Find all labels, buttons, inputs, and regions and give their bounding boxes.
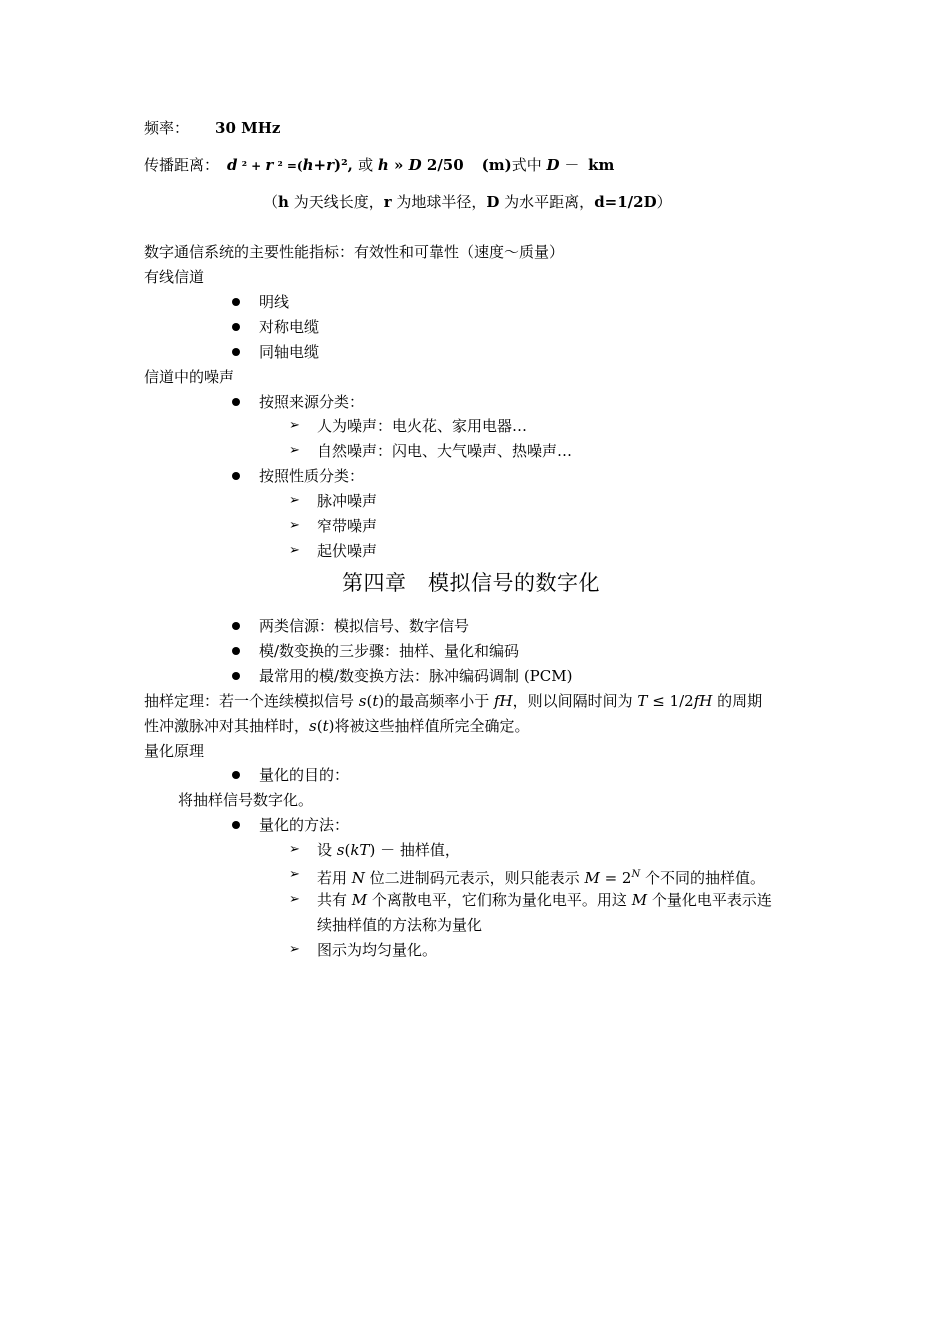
chapter-title: 第四章 模拟信号的数字化 [342, 571, 600, 595]
text: = 2 [599, 869, 632, 887]
wired-channel-heading: 有线信道 [144, 268, 205, 286]
text: ) － 抽样值， [369, 841, 460, 859]
text: 共有 [317, 891, 352, 909]
var: N [351, 869, 365, 887]
metrics-line: 数字通信系统的主要性能指标：有效性和可靠性（速度～质量） [144, 243, 565, 261]
var: T [637, 692, 648, 710]
text: （ [263, 193, 279, 211]
list-item: 按照性质分类： [259, 467, 365, 485]
var: fH [494, 692, 513, 710]
text: 个离散电平，它们称为量化电平。用这 [367, 891, 632, 909]
text: 式中 [511, 156, 547, 174]
formula: d=1/2D [594, 193, 657, 211]
legend-line [263, 192, 672, 212]
frequency-label: 频率： [144, 119, 190, 137]
sub-list-item: ➢ 起伏噪声 [317, 541, 377, 561]
text: » [388, 156, 409, 174]
sub-list-item [317, 865, 765, 888]
var: t [322, 717, 329, 735]
purpose-text: 将抽样信号数字化。 [178, 791, 314, 809]
sub-list-item: ➢ 人为噪声：电火花、家用电器… [317, 416, 527, 436]
frequency-line [144, 118, 280, 138]
var-D: D [486, 193, 500, 211]
text: 为地球半径， [391, 193, 487, 211]
text: 个量化电平表示连 [647, 891, 772, 909]
text: 抽样定理：若一个连续模拟信号 [144, 692, 359, 710]
sampling-theorem-line1 [144, 691, 762, 711]
sub-list-item: ➢ 图示为均匀量化。 [317, 940, 437, 960]
list-item: 量化的目的： [259, 766, 350, 784]
var-D: D [408, 156, 422, 174]
var-d: d [227, 156, 238, 174]
list-item: 明线 [259, 293, 290, 311]
text: ( [316, 717, 323, 735]
list-item: 量化的方法： [259, 816, 350, 834]
sub-list-item [317, 840, 460, 860]
var-h: h [377, 156, 389, 174]
propagation-distance-line [144, 155, 614, 176]
text: 性冲激脉冲对其抽样时， [144, 717, 310, 735]
text: 2/50 [421, 156, 464, 174]
text: ） [656, 193, 672, 211]
var: t [372, 692, 379, 710]
var: M [631, 891, 648, 909]
var: kT [350, 841, 370, 859]
text: ² =( [273, 159, 303, 173]
text: ，则以间隔时间为 [512, 692, 638, 710]
noise-heading: 信道中的噪声 [144, 368, 235, 386]
sub-list-item: ➢ 自然噪声：闪电、大气噪声、热噪声… [317, 441, 572, 461]
var-r: r [383, 193, 392, 211]
var-hr: h+r [302, 156, 334, 174]
text: 为天线长度， [288, 193, 384, 211]
sampling-theorem-line2 [144, 716, 529, 736]
list-item: 最常用的模/数变换方法：脉冲编码调制 (PCM) [259, 667, 573, 685]
list-item: 模/数变换的三步骤：抽样、量化和编码 [259, 642, 520, 660]
list-item: 按照来源分类： [259, 393, 365, 411]
quantization-heading: 量化原理 [144, 742, 205, 760]
var: M [584, 869, 600, 887]
text: ≤ 1/2 [647, 692, 694, 710]
text: ( [366, 692, 373, 710]
text: ( [344, 841, 351, 859]
var: s [309, 717, 317, 735]
sub-list-item-continuation: 续抽样值的方法称为量化 [317, 916, 483, 934]
var-h: h [278, 193, 289, 211]
label: 传播距离： [144, 156, 220, 174]
text: 若用 [317, 869, 352, 887]
text: 设 [317, 841, 337, 859]
list-item: 两类信源：模拟信号、数字信号 [259, 617, 470, 635]
var: fH [693, 692, 713, 710]
text: 或 [358, 156, 378, 174]
text: 为水平距离， [499, 193, 595, 211]
list-item: 对称电缆 [259, 318, 320, 336]
text: )², [334, 156, 359, 174]
sub-list-item: ➢ 窄带噪声 [317, 516, 377, 536]
var: M [351, 891, 368, 909]
unit-m: (m) [481, 156, 512, 174]
text: － [559, 156, 585, 174]
list-item: 同轴电缆 [259, 343, 320, 361]
var-D: D [546, 156, 560, 174]
text: ² + [237, 159, 266, 173]
var: s [336, 841, 345, 859]
text: 个不同的抽样值。 [640, 869, 765, 887]
sub-list-item [317, 890, 772, 910]
var: s [358, 692, 367, 710]
var: N [631, 869, 641, 880]
text: )的最高频率小于 [378, 692, 494, 710]
sub-list-item: ➢ 脉冲噪声 [317, 491, 377, 511]
text: 的周期 [712, 692, 763, 710]
frequency-value: 30 MHz [215, 119, 281, 137]
text: )将被这些抽样值所完全确定。 [328, 717, 530, 735]
text: 位二进制码元表示，则只能表示 [364, 869, 585, 887]
unit-km: km [588, 156, 615, 174]
var-r: r [265, 156, 274, 174]
